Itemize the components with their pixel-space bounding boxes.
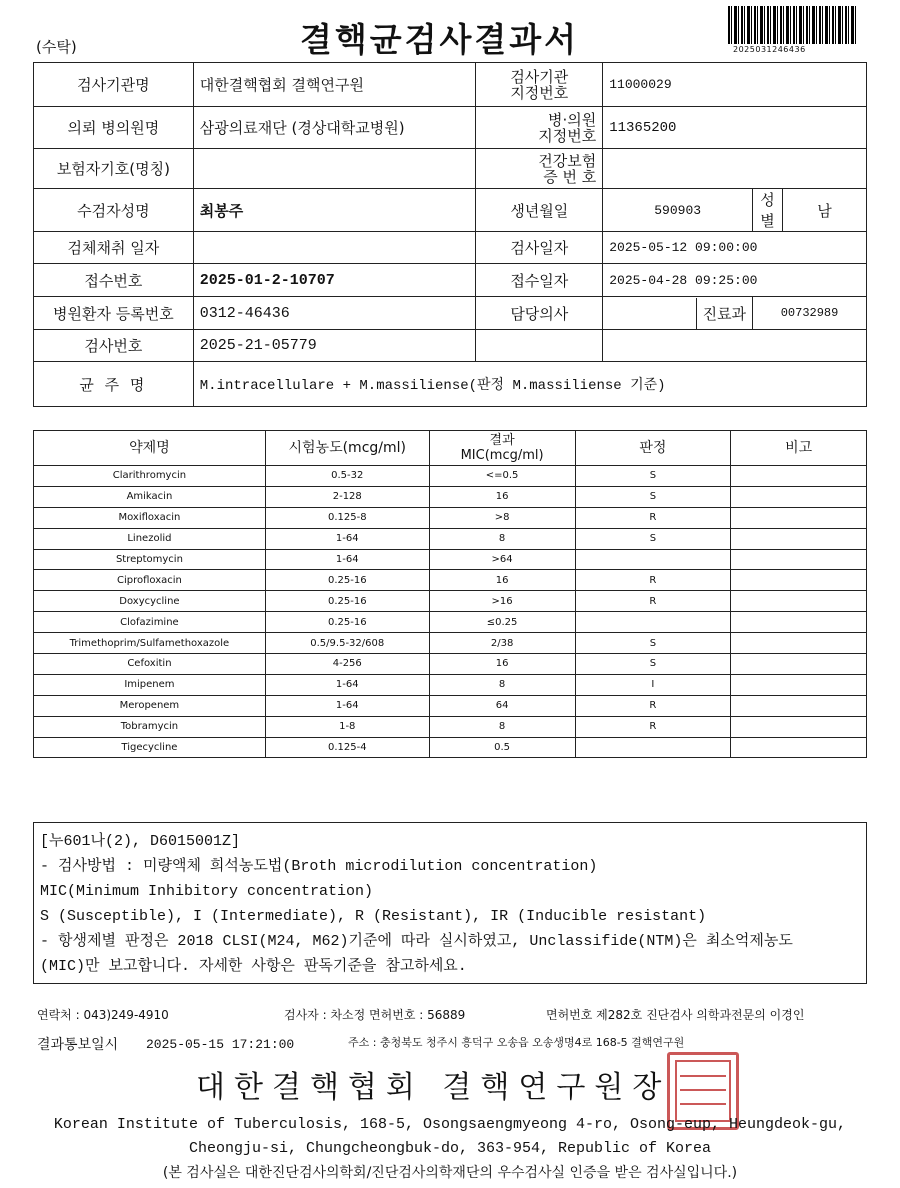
concentration-cell: 0.125-4 xyxy=(265,737,429,758)
table-row xyxy=(34,549,867,570)
mic-cell: >16 xyxy=(429,591,575,612)
sex-value: 남 xyxy=(783,189,867,232)
mic-cell: >64 xyxy=(429,549,575,570)
remark-cell xyxy=(731,549,867,570)
dob-value: 590903 xyxy=(603,189,753,232)
clinic-id-label: 병·의원 지정번호 xyxy=(476,107,603,149)
mic-cell: >8 xyxy=(429,507,575,528)
requester-label: 의뢰 병의원명 xyxy=(34,107,194,149)
concentration-cell: 0.5/9.5-32/608 xyxy=(265,633,429,654)
table-row xyxy=(34,591,867,612)
dept-value: 00732989 xyxy=(753,297,867,330)
collect-date-label: 검체채취 일자 xyxy=(34,232,194,264)
organism-label: 균 주 명 xyxy=(34,362,194,407)
patient-name-value: 최봉주 xyxy=(193,189,476,232)
table-row xyxy=(34,633,867,654)
insurer-value xyxy=(193,149,476,189)
concentration-cell: 0.25-16 xyxy=(265,612,429,633)
mic-cell: 16 xyxy=(429,570,575,591)
concentration-cell: 0.5-32 xyxy=(265,466,429,487)
mic-cell: 64 xyxy=(429,695,575,716)
mic-cell: 0.5 xyxy=(429,737,575,758)
registration-label: 병원환자 등록번호 xyxy=(34,297,194,330)
mic-cell: ≤0.25 xyxy=(429,612,575,633)
issuer-name: 대한결핵협회 결핵연구원장 xyxy=(196,1070,671,1105)
interpretation-cell: S xyxy=(575,466,731,487)
drug-name-cell: Linezolid xyxy=(34,528,266,549)
contact: 연락처 : 043)249-4910 xyxy=(37,1008,169,1022)
susceptibility-table xyxy=(33,430,867,758)
interpretation-cell: R xyxy=(575,507,731,528)
notes-box xyxy=(33,822,867,984)
barcode-number: 2025031246436 xyxy=(733,45,806,54)
drug-header: 약제명 xyxy=(34,431,266,466)
concentration-cell: 1-8 xyxy=(265,716,429,737)
health-ins-label: 건강보험 증 번 호 xyxy=(476,149,603,189)
empty-cell xyxy=(603,330,867,362)
consignment-label: (수탁) xyxy=(36,38,77,56)
interpretation-cell: R xyxy=(575,716,731,737)
english-address-1: Korean Institute of Tuberculosis, 168-5, Osongsaengmyeong 4-ro, Osong-eup, Heungdeok-gu, xyxy=(53,1116,847,1133)
concentration-cell: 4-256 xyxy=(265,654,429,675)
interpretation-cell: S xyxy=(575,486,731,507)
examiner: 검사자 : 차소정 면허번호 : 56889 xyxy=(284,1008,466,1022)
concentration-cell: 1-64 xyxy=(265,674,429,695)
concentration-cell: 1-64 xyxy=(265,528,429,549)
receipt-date-value: 2025-04-28 09:25:00 xyxy=(603,264,867,297)
result-header: 결과 MIC(mcg/ml) xyxy=(429,431,575,466)
remark-cell xyxy=(731,591,867,612)
sex-label: 성별 xyxy=(753,189,783,232)
table-row xyxy=(34,570,867,591)
interpretation-cell: S xyxy=(575,654,731,675)
organism-value: M.intracellulare + M.massiliense(판정 M.massiliense 기준) xyxy=(193,362,866,407)
remark-cell xyxy=(731,612,867,633)
table-row xyxy=(34,486,867,507)
table-row xyxy=(34,654,867,675)
patient-info-table xyxy=(33,62,867,407)
concentration-header: 시험농도(mcg/ml) xyxy=(265,431,429,466)
registration-value: 0312-46436 xyxy=(193,297,476,330)
institution-id-value: 11000029 xyxy=(603,63,867,107)
remark-cell xyxy=(731,466,867,487)
clinic-id-value: 11365200 xyxy=(603,107,867,149)
table-row xyxy=(34,674,867,695)
mic-cell: 16 xyxy=(429,654,575,675)
remark-cell xyxy=(731,695,867,716)
mic-cell: 16 xyxy=(429,486,575,507)
notes-method: - 검사방법 : 미량액체 희석농도법(Broth microdilution concentration) xyxy=(40,858,598,875)
report-date-value: 2025-05-15 17:21:00 xyxy=(146,1037,295,1052)
concentration-cell: 2-128 xyxy=(265,486,429,507)
drug-name-cell: Trimethoprim/Sulfamethoxazole xyxy=(34,633,266,654)
table-row xyxy=(34,466,867,487)
doctor-value xyxy=(603,297,753,330)
remark-cell xyxy=(731,633,867,654)
institution-label: 검사기관명 xyxy=(34,63,194,107)
drug-name-cell: Clarithromycin xyxy=(34,466,266,487)
concentration-cell: 1-64 xyxy=(265,549,429,570)
insurer-label: 보험자기호(명칭) xyxy=(34,149,194,189)
interpretation-cell xyxy=(575,612,731,633)
mic-cell: 8 xyxy=(429,528,575,549)
drug-name-cell: Streptomycin xyxy=(34,549,266,570)
table-row xyxy=(34,737,867,758)
remark-cell xyxy=(731,507,867,528)
remark-cell xyxy=(731,716,867,737)
notes-legend: S (Susceptible), I (Intermediate), R (Resistant), IR (Inducible resistant) xyxy=(40,908,707,925)
notes-standard: - 항생제별 판정은 2018 CLSI(M24, M62)기준에 따라 실시하였고, Unclassifide(NTM)은 최소억제농도 xyxy=(40,933,793,950)
remark-cell xyxy=(731,737,867,758)
requester-value: 삼광의료재단 (경상대학교병원) xyxy=(193,107,476,149)
drug-name-cell: Clofazimine xyxy=(34,612,266,633)
empty-cell xyxy=(476,330,603,362)
interpretation-cell xyxy=(575,549,731,570)
accession-value: 2025-01-2-10707 xyxy=(193,264,476,297)
dept-label: 진료과 xyxy=(696,298,752,330)
table-row xyxy=(34,612,867,633)
address: 주소 : 충청북도 청주시 흥덕구 오송읍 오송생명4로 168-5 결핵연구원 xyxy=(348,1036,685,1049)
interpretation-cell: R xyxy=(575,591,731,612)
remark-cell xyxy=(731,528,867,549)
interpretation-header: 판정 xyxy=(575,431,731,466)
interpretation-cell: S xyxy=(575,528,731,549)
drug-name-cell: Tigecycline xyxy=(34,737,266,758)
remark-cell xyxy=(731,570,867,591)
collect-date-value xyxy=(193,232,476,264)
mic-cell: 8 xyxy=(429,674,575,695)
institution-id-label: 검사기관 지정번호 xyxy=(476,63,603,107)
drug-name-cell: Moxifloxacin xyxy=(34,507,266,528)
notes-standard-cont: (MIC)만 보고합니다. 자세한 사항은 판독기준을 참고하세요. xyxy=(40,958,467,975)
mic-cell: <=0.5 xyxy=(429,466,575,487)
concentration-cell: 1-64 xyxy=(265,695,429,716)
director: 면허번호 제282호 진단검사 의학과전문의 이경인 xyxy=(546,1008,805,1022)
remarks-header: 비고 xyxy=(731,431,867,466)
concentration-cell: 0.125-8 xyxy=(265,507,429,528)
test-date-value: 2025-05-12 09:00:00 xyxy=(603,232,867,264)
document-title: 결핵균검사결과서 xyxy=(300,20,580,59)
drug-name-cell: Ciprofloxacin xyxy=(34,570,266,591)
remark-cell xyxy=(731,486,867,507)
drug-name-cell: Imipenem xyxy=(34,674,266,695)
interpretation-cell: R xyxy=(575,570,731,591)
remark-cell xyxy=(731,674,867,695)
notes-mic: MIC(Minimum Inhibitory concentration) xyxy=(40,883,374,900)
health-ins-value xyxy=(603,149,867,189)
drug-name-cell: Doxycycline xyxy=(34,591,266,612)
interpretation-cell xyxy=(575,737,731,758)
test-date-label: 검사일자 xyxy=(476,232,603,264)
table-row xyxy=(34,695,867,716)
mic-cell: 2/38 xyxy=(429,633,575,654)
test-number-value: 2025-21-05779 xyxy=(193,330,476,362)
doctor-label: 담당의사 xyxy=(476,297,603,330)
table-row xyxy=(34,528,867,549)
interpretation-cell: I xyxy=(575,674,731,695)
receipt-date-label: 접수일자 xyxy=(476,264,603,297)
report-date-label: 결과통보일시 xyxy=(37,1037,119,1053)
drug-name-cell: Amikacin xyxy=(34,486,266,507)
table-row xyxy=(34,507,867,528)
patient-name-label: 수검자성명 xyxy=(34,189,194,232)
dob-label: 생년월일 xyxy=(476,189,603,232)
accession-label: 접수번호 xyxy=(34,264,194,297)
mic-cell: 8 xyxy=(429,716,575,737)
certification-note: (본 검사실은 대한진단검사의학회/진단검사의학재단의 우수검사실 인증을 받은 검사실입니다.) xyxy=(162,1165,738,1181)
interpretation-cell: R xyxy=(575,695,731,716)
drug-name-cell: Meropenem xyxy=(34,695,266,716)
remark-cell xyxy=(731,654,867,675)
concentration-cell: 0.25-16 xyxy=(265,591,429,612)
barcode-icon xyxy=(728,6,858,44)
test-number-label: 검사번호 xyxy=(34,330,194,362)
drug-name-cell: Tobramycin xyxy=(34,716,266,737)
english-address-2: Cheongju-si, Chungcheongbuk-do, 363-954, Republic of Korea xyxy=(188,1140,712,1157)
notes-code: [누601나(2), D6015001Z] xyxy=(40,833,241,850)
table-row xyxy=(34,716,867,737)
interpretation-cell: S xyxy=(575,633,731,654)
concentration-cell: 0.25-16 xyxy=(265,570,429,591)
institution-value: 대한결핵협회 결핵연구원 xyxy=(193,63,476,107)
drug-name-cell: Cefoxitin xyxy=(34,654,266,675)
